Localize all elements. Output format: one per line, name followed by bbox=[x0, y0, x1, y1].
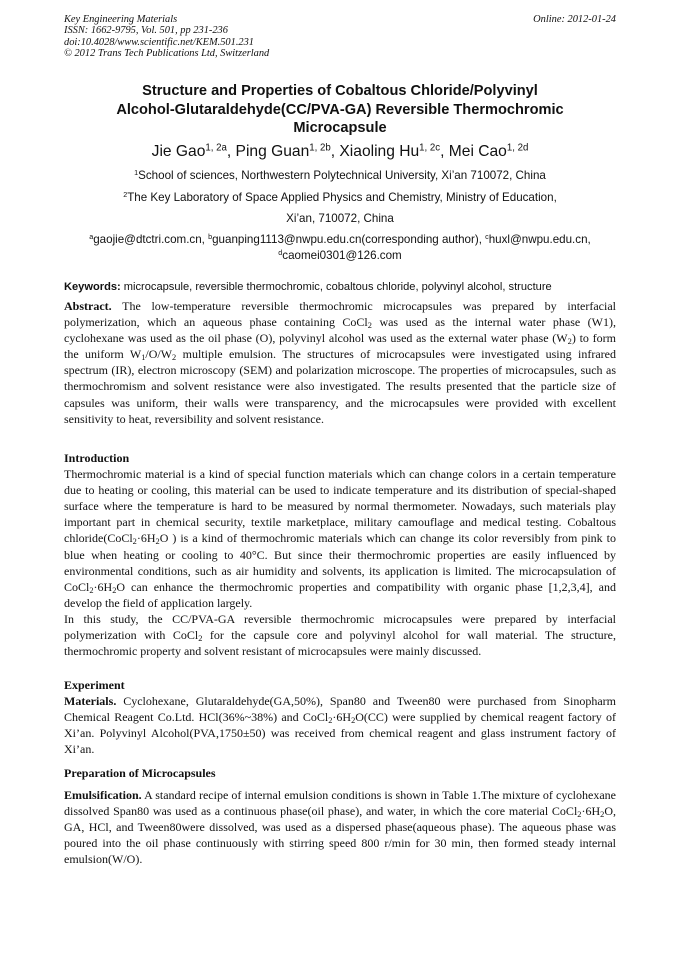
abstract-label: Abstract. bbox=[64, 299, 112, 313]
materials-paragraph bbox=[64, 693, 616, 757]
email-mark: d bbox=[278, 247, 283, 257]
subscript: 2 bbox=[351, 716, 356, 726]
subscript: 1 bbox=[141, 353, 146, 363]
affiliation-2 bbox=[64, 187, 616, 208]
email-address: gaojie@dtctri.com.cn, bbox=[93, 233, 209, 246]
experiment-section bbox=[64, 677, 616, 757]
author-name: Xiaoling Hu bbox=[339, 143, 420, 160]
author-affiliation-mark: 1, 2a bbox=[205, 142, 227, 154]
body-text: A standard recipe of internal emulsion conditions is shown in Table 1.The mixture of cyclohexane dissolved Span80 was used as a continuous phase(oil phase), and water, in which the core material CoCl bbox=[64, 788, 616, 819]
email-mark: b bbox=[208, 232, 213, 242]
body-text: ·6H bbox=[332, 710, 352, 725]
emulsification-paragraph bbox=[64, 787, 616, 867]
subscript: 2 bbox=[89, 585, 94, 595]
preparation-section bbox=[64, 765, 616, 868]
body-text: ·6H bbox=[136, 531, 156, 546]
affiliation-text: The Key Laboratory of Space Applied Physics and Chemistry, Ministry of Education, bbox=[127, 191, 557, 204]
abstract-paragraph bbox=[64, 298, 616, 427]
author-list: Jie Gao$^{1, 2a}$, Ping Guan$^{1, 2b}$, Xiaoling $Hu^{1, 2c}$, Mei Cao$^{1, 2d}$ bbox=[151, 142, 529, 160]
subscript: 2 bbox=[577, 810, 582, 820]
subscript: 2 bbox=[367, 321, 372, 331]
keywords-label: Keywords: bbox=[64, 281, 121, 293]
paper-title bbox=[64, 82, 616, 138]
body-text: O(CC) were supplied by chemical reagent factory of Xi’an. Polyvinyl Alcohol(PVA,1750±50) was received from chemical reagent and glass instrument factory of Xi’an. bbox=[64, 710, 616, 757]
introduction-section bbox=[64, 450, 616, 659]
body-text: O can enhance the thermochromic properties and compatibility with organic phase [1,2,3,4], and develop the field of application largely. bbox=[64, 579, 616, 610]
affiliation-mark: 2 bbox=[123, 190, 128, 200]
abstract-text: /O/W bbox=[145, 347, 173, 362]
email-address: huxl@nwpu.edu.cn, bbox=[488, 233, 591, 246]
subscript: 2 bbox=[198, 634, 203, 644]
subscript: 2 bbox=[172, 353, 177, 363]
abstract-text: was used as the internal water phase (W1), cyclohexane was used as the oil phase (O), polyvinyl alcohol was used as the external water phase (W bbox=[64, 315, 616, 346]
journal-header bbox=[64, 14, 616, 60]
author-name: Ping Guan bbox=[235, 143, 310, 160]
body-text: ·6H bbox=[93, 579, 113, 594]
subscript: 2 bbox=[112, 585, 117, 595]
email-mark: c bbox=[485, 232, 489, 242]
introduction-paragraph-2 bbox=[64, 611, 616, 659]
online-date: Online: 2012-01-24 bbox=[533, 14, 616, 25]
author-name: Mei Cao bbox=[448, 143, 507, 160]
title-line-3: Microcapsule bbox=[293, 120, 387, 136]
section-heading-preparation: Preparation of Microcapsules bbox=[64, 766, 216, 780]
abstract-text: ) to form the uniform W bbox=[64, 331, 617, 362]
keywords bbox=[64, 280, 616, 294]
subscript: 2 bbox=[155, 537, 160, 547]
author-affiliation-mark: 1, 2c bbox=[419, 142, 441, 154]
emulsification-label: Emulsification. bbox=[64, 788, 142, 803]
body-text: ·6H bbox=[581, 804, 601, 819]
email-mark: a bbox=[89, 232, 94, 242]
abstract bbox=[64, 298, 616, 427]
affiliation-2-city: Xi’an, 710072, China bbox=[286, 212, 394, 225]
abstract-text: multiple emulsion. The structures of microcapsules were investigated using infrared spectrum (IR), electron microscopy (SEM) and polarization microscope. The properties of microcapsules, such as thermochromism and solvent resistance were also investigated. The results presented that the particle size of capsules was uniform, their walls were transparency, and the microcapsules were provided with excellent sensitivity to heat, reversibility and solvent resistance. bbox=[64, 347, 616, 426]
subscript: 2 bbox=[567, 337, 572, 347]
introduction-paragraph-1 bbox=[64, 466, 616, 611]
section-heading-introduction: Introduction bbox=[64, 451, 130, 465]
materials-label: Materials. bbox=[64, 694, 117, 709]
issn-line: ISSN: 1662-9795, Vol. 501, pp 231-236 bbox=[64, 25, 228, 37]
author-name: Jie Gao bbox=[151, 143, 206, 160]
subscript: 2 bbox=[600, 810, 605, 820]
body-text: Cyclohexane, Glutaraldehyde(GA,50%), Span80 and Tween80 were purchased from Sinopharm Chemical Reagent Co.Ltd. HCl(36%~38%) and CoCl bbox=[64, 694, 616, 725]
author-affiliation-mark: 1, 2d bbox=[506, 142, 529, 154]
affiliation-mark: 1 bbox=[134, 168, 139, 178]
subscript: 2 bbox=[328, 716, 333, 726]
body-text: In this study, the CC/PVA-GA reversible thermochromic microcapsules were prepared by interfacial polymerization with CoCl bbox=[64, 611, 616, 643]
affiliation-1 bbox=[64, 165, 616, 186]
subscript: 2 bbox=[132, 537, 137, 547]
section-heading-experiment: Experiment bbox=[64, 678, 125, 692]
title-line-2: Alcohol-Glutaraldehyde(CC/PVA-GA) Reversible Thermochromic bbox=[116, 101, 564, 118]
abstract-text: The low-temperature reversible thermochromic microcapsules was prepared by interfacial polymerization, which an aqueous phase containing CoCl bbox=[64, 299, 616, 330]
body-text: O ) is a kind of thermochromic materials which can change its color reversibly from pink to blue when heating or cooling to 40°C. But since their thermochromic properties are easily influenced by environmental conditions, such as air humidity and solvents, its application is limited. The microcapsulation of CoCl bbox=[64, 531, 616, 594]
copyright-line: © 2012 Trans Tech Publications Ltd, Switzerland bbox=[64, 48, 270, 60]
author-affiliation-mark: 1, 2b bbox=[309, 142, 331, 154]
email-address: caomei0301@126.com bbox=[282, 248, 402, 262]
email-address: guanping1113@nwpu.edu.cn(corresponding author), bbox=[212, 233, 486, 246]
body-text: O, GA, HCl, and Tween80were dissolved, was used as a dispersed phase(aqueous phase). The aqueous phase was poured into the oil phase continuously with stirring speed 800 r/min for 30 min, then formed steady internal emulsion(W/O). bbox=[64, 804, 616, 867]
author-emails bbox=[64, 232, 616, 263]
doi-line: doi:10.4028/www.scientific.net/KEM.501.231 bbox=[64, 36, 254, 48]
affiliation-text: School of sciences, Northwestern Polytechnical University, Xi’an 710072, China bbox=[138, 169, 546, 182]
body-text: Thermochromic material is a kind of special function materials which can change colors in a certain temperature due to heating or cooling, this material can be used to indicate temperature and its distribution of special-shaped surface where the temperature is hard to be measured by normal thermometer. Nowadays, such materials play important part in chemical security, textile marketplace, military camouflage and medical testing. Cobaltous chloride(CoCl bbox=[64, 467, 616, 546]
keywords-text: microcapsule, reversible thermochromic, cobaltous chloride, polyvinyl alcohol, structure bbox=[120, 281, 552, 293]
journal-name: Key Engineering Materials bbox=[64, 14, 178, 25]
title-line-1: Structure and Properties of Cobaltous Chloride/Polyvinyl bbox=[142, 83, 538, 99]
body-text: for the capsule core and polyvinyl alcohol for wall material. The structure, thermochromic property and solvent resistant of microcapsules were mainly discussed. bbox=[64, 628, 616, 659]
